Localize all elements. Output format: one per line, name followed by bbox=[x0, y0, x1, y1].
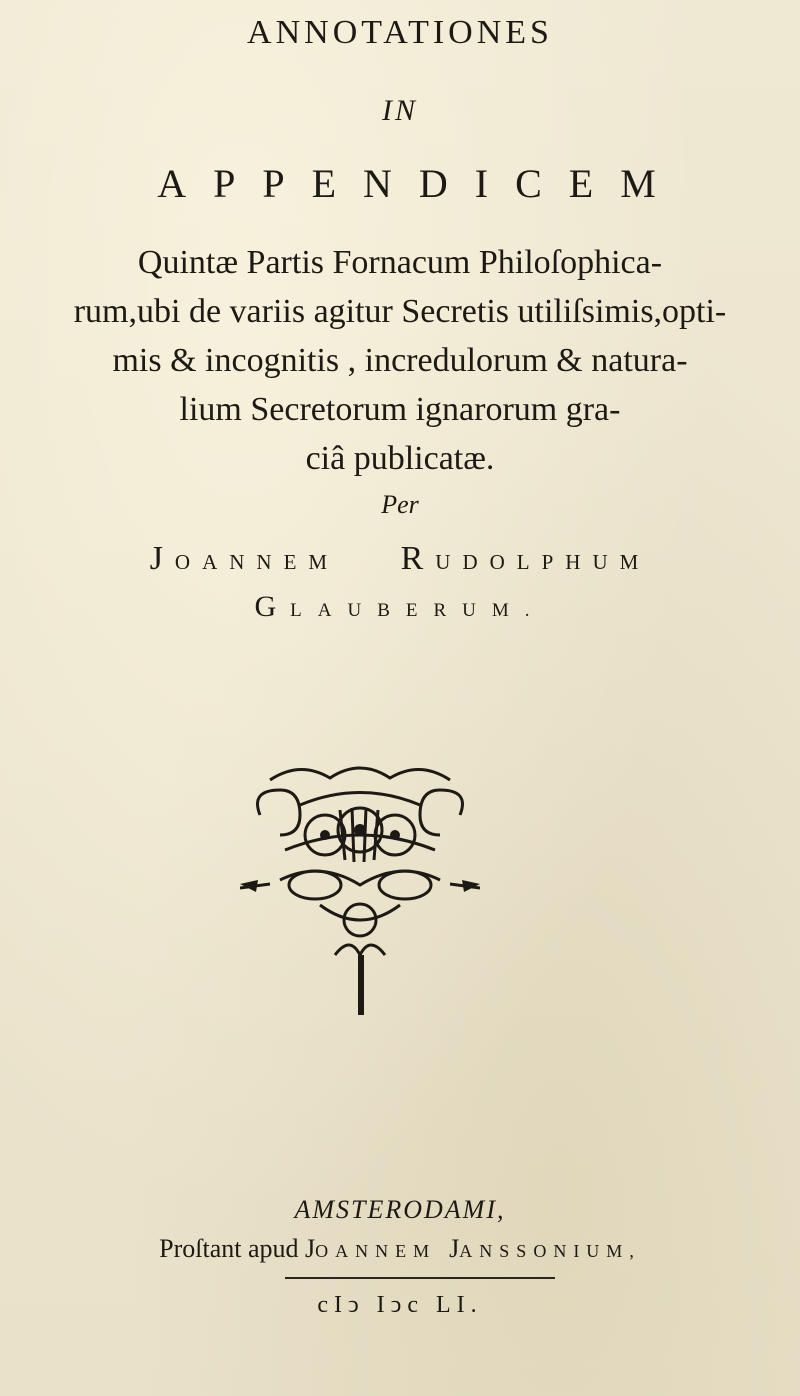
author-names bbox=[0, 540, 800, 578]
imprint-year: cIↄ Iↄc LI. bbox=[317, 1292, 483, 1318]
imprint-line bbox=[0, 1234, 800, 1264]
author-middle-initial: R bbox=[400, 540, 436, 577]
imprint-rule bbox=[285, 1277, 555, 1279]
printer-last-rest: ANSSONIUM, bbox=[459, 1241, 641, 1261]
description-line-4: lium Secretorum ignarorum gra- bbox=[179, 391, 621, 428]
author-last-rest: LAUBERUM. bbox=[290, 600, 546, 621]
description-line-5: ciâ publicatæ. bbox=[305, 440, 495, 477]
description-line-3: mis & incognitis , incredulorum & natura- bbox=[112, 342, 688, 379]
printer-last-initial: J bbox=[449, 1234, 460, 1263]
title-appendicem: APPENDICEM bbox=[157, 161, 683, 206]
printer-first-rest: OANNEM bbox=[315, 1241, 437, 1261]
description-line-2: rum,ubi de variis agitur Secretis utiliſsimis,opti- bbox=[73, 293, 727, 330]
per-label: Per bbox=[381, 490, 419, 519]
printer-fleuron-ornament-icon bbox=[240, 760, 480, 1020]
title-description bbox=[0, 238, 800, 483]
title-in: IN bbox=[382, 94, 418, 127]
author-last-initial: G bbox=[254, 590, 291, 623]
printer-first-initial: J bbox=[305, 1234, 316, 1263]
author-surname bbox=[0, 590, 800, 624]
author-first-rest: OANNEM bbox=[174, 550, 340, 574]
title-annotationes: ANNOTATIONES bbox=[247, 14, 553, 51]
imprint-place: AMSTERODAMI, bbox=[294, 1195, 506, 1224]
imprint-prefix: Proſtant apud bbox=[159, 1234, 299, 1263]
description-line-1: Quintæ Partis Fornacum Philoſophica- bbox=[137, 244, 663, 281]
author-middle-rest: UDOLPHUM bbox=[435, 550, 651, 574]
author-first-initial: J bbox=[149, 540, 175, 577]
